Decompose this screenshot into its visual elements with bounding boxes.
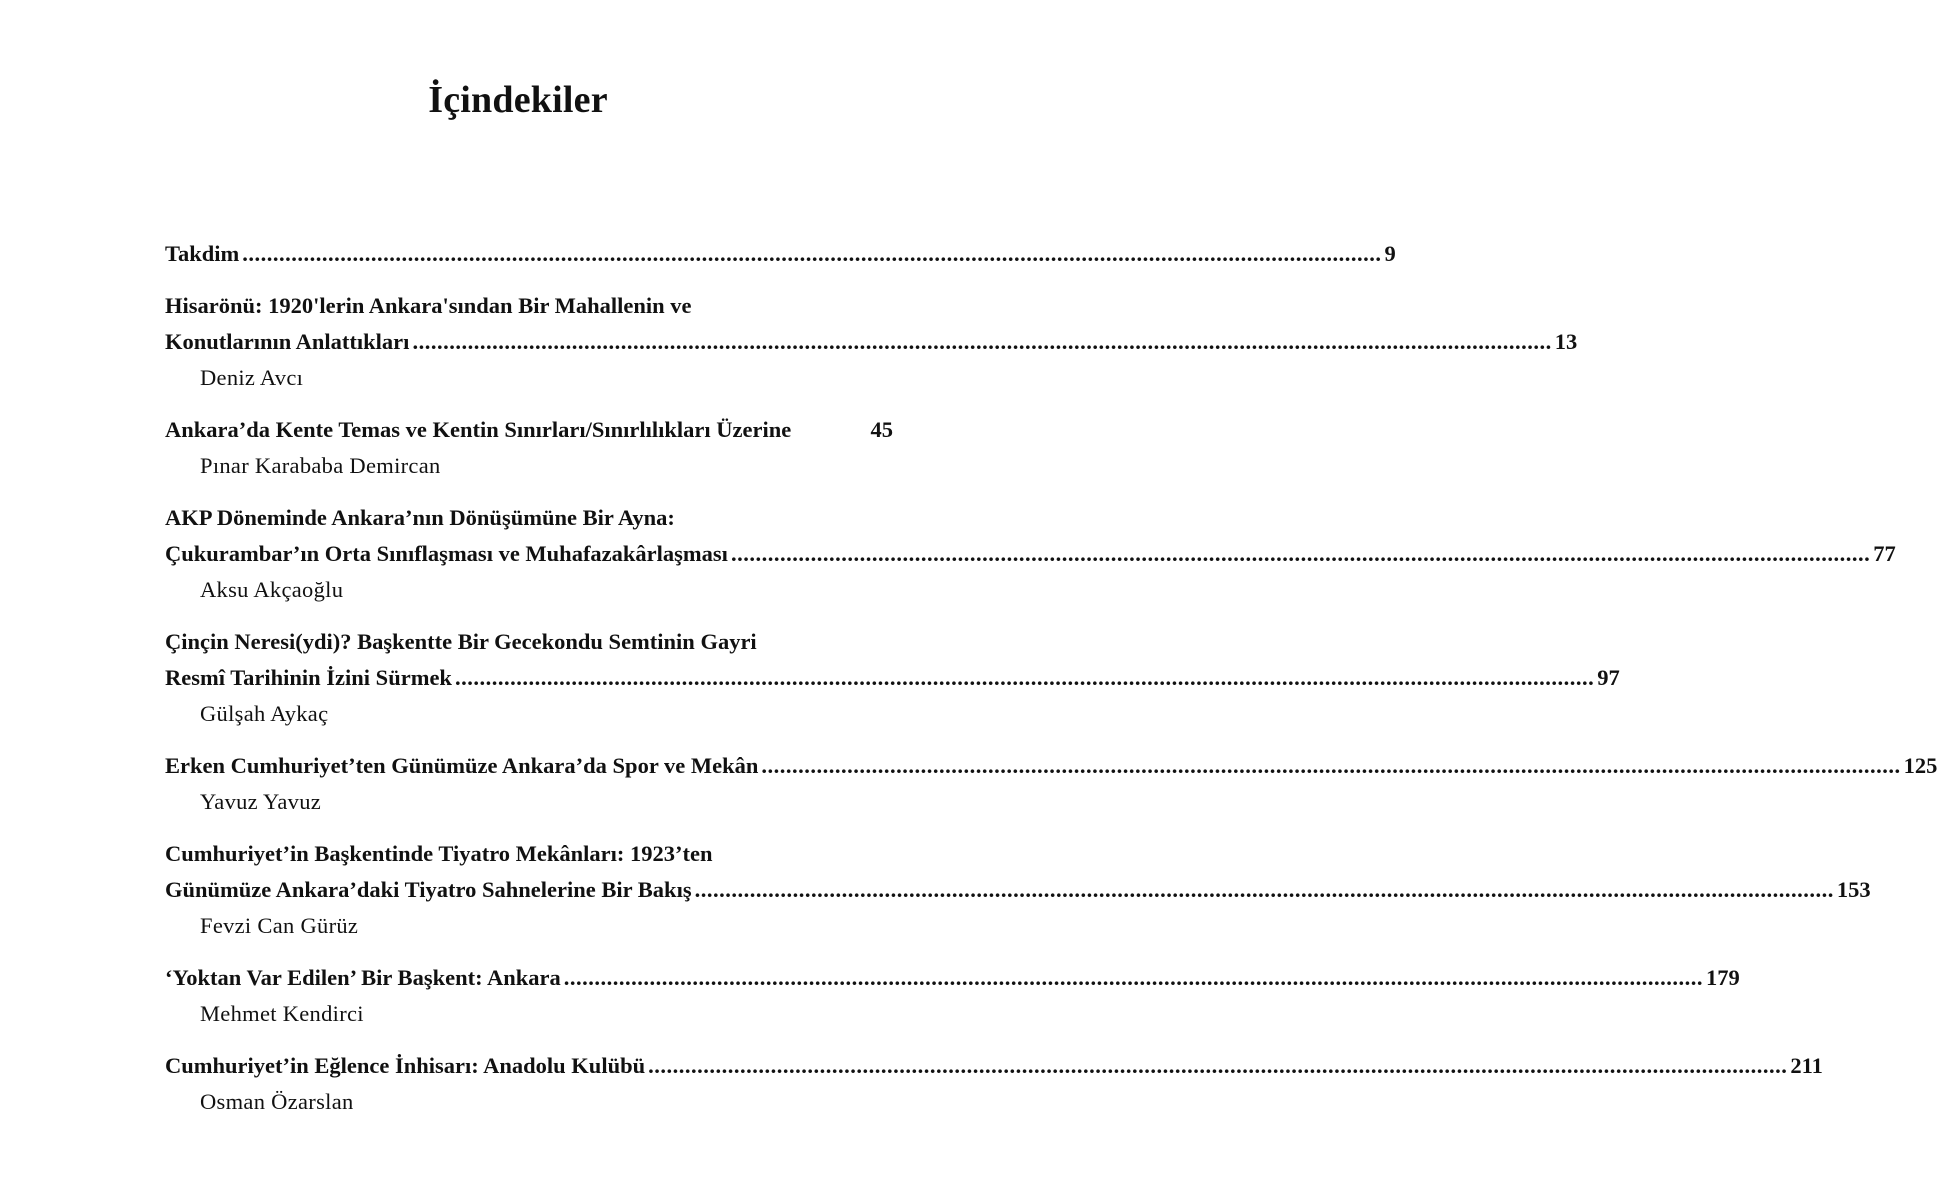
toc-entry-author: Osman Özarslan — [200, 1089, 354, 1114]
toc-entry — [165, 748, 1937, 820]
toc-entry-title-text: Erken Cumhuriyet’ten Günümüze Ankara’da Spor ve Mekân — [165, 753, 759, 778]
toc-page-number: 45 — [870, 417, 893, 442]
page-title: İçindekiler — [428, 79, 608, 121]
toc-entry-title-text: Resmî Tarihinin İzini Sürmek — [165, 665, 452, 690]
toc-page-number: 125 — [1903, 753, 1937, 778]
dot-leader: .......................................................................................................................................................................................... — [730, 541, 1871, 566]
toc-entry-title-text: ‘Yoktan Var Edilen’ Bir Başkent: Ankara — [165, 965, 561, 990]
dot-leader: .......................................................................................................................................................................................... — [761, 753, 1901, 778]
toc-entry-author: Aksu Akçaoğlu — [200, 577, 344, 602]
toc-entry-title[interactable] — [165, 324, 1578, 360]
toc-entry-title-text: Cumhuriyet’in Eğlence İnhisarı: Anadolu Kulübü — [165, 1053, 646, 1078]
toc-entry-author: Deniz Avcı — [200, 365, 304, 390]
dot-leader: .......................................................................................................................................................................................... — [694, 877, 1834, 902]
toc-entry-title[interactable] — [165, 660, 1620, 696]
dot-leader: .......................................................................................................................................................................................... — [563, 965, 1703, 990]
toc-entry — [165, 624, 1620, 732]
toc-entry-title[interactable] — [165, 872, 1871, 908]
toc-entry-title-text: Takdim — [165, 241, 240, 266]
toc-entry-title[interactable] — [165, 412, 893, 448]
toc-entry-title-text: Çukurambar’ın Orta Sınıflaşması ve Muhafazakârlaşması — [165, 541, 728, 566]
toc-entry-title-text: Ankara’da Kente Temas ve Kentin Sınırları/Sınırlılıkları Üzerine — [165, 417, 792, 442]
dot-leader: .......................................................................................................................................................................................... — [454, 665, 1595, 690]
toc-entry-title-line[interactable]: Cumhuriyet’in Başkentinde Tiyatro Mekânları: 1923’ten — [165, 841, 713, 866]
toc-entry-author: Yavuz Yavuz — [200, 789, 322, 814]
toc-page-number: 97 — [1597, 665, 1620, 690]
toc-page-number: 153 — [1836, 877, 1871, 902]
toc-entry-author: Gülşah Aykaç — [200, 701, 329, 726]
toc-entry-author: Pınar Karababa Demircan — [200, 453, 441, 478]
toc-entry-title[interactable] — [165, 236, 1396, 272]
toc-entry-author: Fevzi Can Gürüz — [200, 913, 359, 938]
toc-entry-title-line[interactable]: AKP Döneminde Ankara’nın Dönüşümüne Bir Ayna: — [165, 505, 675, 530]
toc-page-number: 77 — [1873, 541, 1896, 566]
dot-leader: .......................................................................................................................................................................................... — [242, 241, 1382, 266]
toc-page-number: 179 — [1705, 965, 1740, 990]
toc-entry — [165, 836, 1871, 944]
toc-entry — [165, 500, 1896, 608]
toc-entry — [165, 288, 1578, 396]
dot-leader: .......................................................................................................................................................................................... — [648, 1053, 1788, 1078]
toc-entry-title[interactable] — [165, 536, 1896, 572]
toc-entry-author: Mehmet Kendirci — [200, 1001, 364, 1026]
toc-page-number: 211 — [1790, 1053, 1823, 1078]
dot-leader: .......................................................................................................................................................................................... — [412, 329, 1552, 354]
toc-entry-title-text: Konutlarının Anlattıkları — [165, 329, 410, 354]
toc-page-number: 13 — [1554, 329, 1578, 354]
toc-entry — [165, 960, 1740, 1032]
toc-entry-title-text: Günümüze Ankara’daki Tiyatro Sahnelerine Bir Bakış — [165, 877, 692, 902]
toc-entry-title[interactable] — [165, 1048, 1823, 1084]
toc-page-number: 9 — [1384, 241, 1396, 266]
toc-entry — [165, 1048, 1823, 1120]
toc-entry — [165, 236, 1396, 272]
toc-entry-title[interactable] — [165, 748, 1937, 784]
toc-entry-title[interactable] — [165, 960, 1740, 996]
toc-entry — [165, 412, 893, 484]
toc-entry-title-line[interactable]: Hisarönü: 1920'lerin Ankara'sından Bir Mahallenin ve — [165, 293, 692, 318]
table-of-contents — [165, 236, 1937, 1136]
toc-entry-title-line[interactable]: Çinçin Neresi(ydi)? Başkentte Bir Gecekondu Semtinin Gayri — [165, 629, 757, 654]
